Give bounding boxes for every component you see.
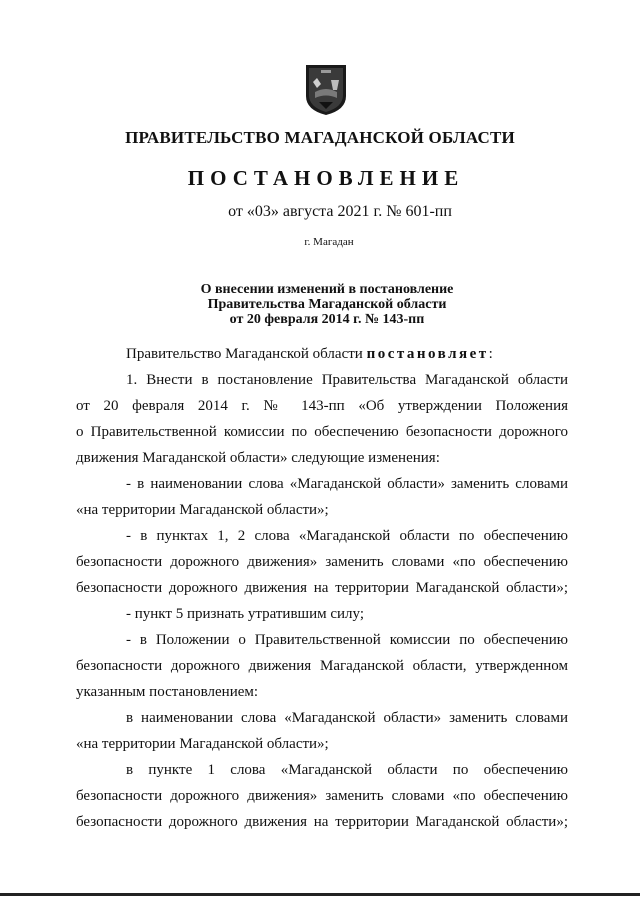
preamble xyxy=(76,341,568,367)
body-line: в наименовании слова «Магаданской области» заменить словами xyxy=(126,710,568,726)
subject-line: О внесении изменений в постановление xyxy=(200,282,454,297)
body-line: «на территории Магаданской области»; xyxy=(76,502,329,518)
body-line: о Правительственной комиссии по обеспечению безопасности дорожного xyxy=(76,424,568,440)
body-line: - в Положении о Правительственной комиссии по обеспечению xyxy=(126,632,568,648)
body-line: безопасности дорожного движения Магаданской области, утвержденном xyxy=(76,658,568,674)
coat-of-arms-emblem xyxy=(303,62,349,116)
body-line: указанным постановлением: xyxy=(76,684,259,700)
document-date-number: от «03» августа 2021 г. № 601-пп xyxy=(228,203,452,220)
body-line: безопасности дорожного движения на территории Магаданской области»; xyxy=(76,580,568,596)
preamble-verb: постановляет xyxy=(366,346,489,362)
body-line: в пункте 1 слова «Магаданской области по обеспечению xyxy=(126,762,568,778)
page-bottom-rule xyxy=(0,893,640,896)
document-body xyxy=(76,341,568,835)
body-line: - в пунктах 1, 2 слова «Магаданской области по обеспечению xyxy=(126,528,568,544)
body-line: «на территории Магаданской области»; xyxy=(76,736,329,752)
issuing-authority: ПРАВИТЕЛЬСТВО МАГАДАНСКОЙ ОБЛАСТИ xyxy=(125,128,515,147)
preamble-text: Правительство Магаданской области xyxy=(126,346,367,362)
body-line: от 20 февраля 2014 г. № 143-пп «Об утверждении Положения xyxy=(76,398,568,414)
body-line: движения Магаданской области» следующие изменения: xyxy=(76,450,440,466)
subject-line: от 20 февраля 2014 г. № 143-пп xyxy=(229,312,425,327)
document-city: г. Магадан xyxy=(304,236,354,248)
document-type-title: ПОСТАНОВЛЕНИЕ xyxy=(187,166,465,190)
document-subject xyxy=(0,282,640,327)
body-line: 1. Внести в постановление Правительства Магаданской области xyxy=(126,372,568,388)
subject-line: Правительства Магаданской области xyxy=(207,297,447,312)
body-line: безопасности дорожного движения» заменить словами «по обеспечению xyxy=(76,788,568,804)
body-line: безопасности дорожного движения на территории Магаданской области»; xyxy=(76,814,568,830)
body-line: - в наименовании слова «Магаданской области» заменить словами xyxy=(126,476,568,492)
body-line: - пункт 5 признать утратившим силу; xyxy=(126,606,365,622)
preamble-colon: : xyxy=(488,346,493,362)
body-line: безопасности дорожного движения» заменить словами «по обеспечению xyxy=(76,554,568,570)
